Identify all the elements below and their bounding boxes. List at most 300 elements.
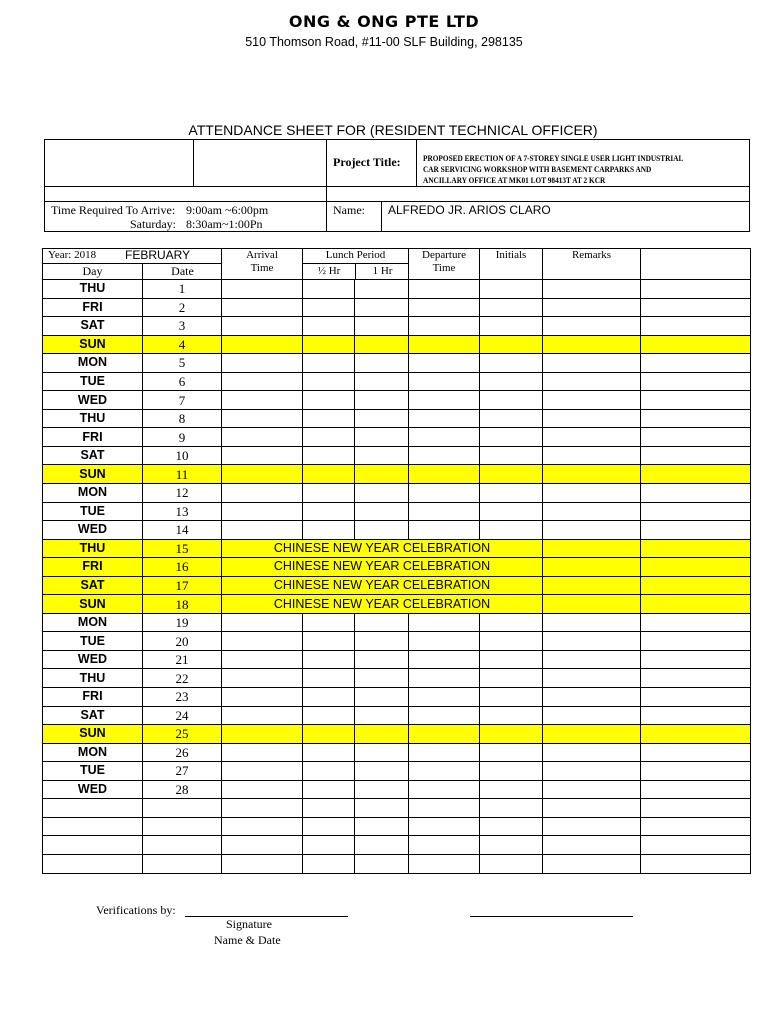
attendance-table (42, 248, 751, 874)
remarks-cell[interactable] (543, 428, 641, 447)
lunch-one-cell[interactable] (355, 335, 409, 354)
date-cell: 1 (143, 280, 222, 299)
lunch-one-cell[interactable] (355, 743, 409, 762)
arrival-time-label: Time (250, 262, 274, 274)
arrival-cell[interactable] (222, 780, 303, 799)
remarks-cell[interactable] (543, 484, 641, 503)
lunch-one-cell[interactable] (355, 354, 409, 373)
arrival-cell[interactable] (222, 428, 303, 447)
extra-cell[interactable] (641, 817, 751, 836)
initials-cell[interactable] (480, 317, 543, 336)
day-cell: WED (43, 780, 143, 799)
lunch-one-cell[interactable] (355, 650, 409, 669)
initials-cell[interactable] (480, 706, 543, 725)
lunch-half-cell[interactable] (303, 354, 355, 373)
date-cell: 17 (143, 576, 222, 595)
lunch-one-cell[interactable] (355, 409, 409, 428)
initials-cell[interactable] (480, 409, 543, 428)
departure-label: Departure (422, 249, 466, 261)
lunch-col-header (303, 249, 409, 280)
table-row (43, 317, 751, 336)
departure-cell[interactable] (409, 780, 480, 799)
day-cell: SAT (43, 317, 143, 336)
date-cell: 20 (143, 632, 222, 651)
remarks-cell[interactable] (543, 502, 641, 521)
extra-cell[interactable] (641, 465, 751, 484)
departure-cell[interactable] (409, 446, 480, 465)
lunch-one-cell[interactable] (355, 521, 409, 540)
departure-cell[interactable] (409, 298, 480, 317)
initials-cell[interactable] (480, 613, 543, 632)
day-cell: MON (43, 484, 143, 503)
lunch-half-cell[interactable] (303, 502, 355, 521)
lunch-half-cell[interactable] (303, 428, 355, 447)
arrival-cell[interactable] (222, 280, 303, 299)
extra-cell[interactable] (641, 298, 751, 317)
departure-cell[interactable] (409, 335, 480, 354)
arrival-cell[interactable] (222, 688, 303, 707)
extra-cell[interactable] (641, 521, 751, 540)
arrival-cell[interactable] (222, 446, 303, 465)
day-cell: THU (43, 669, 143, 688)
initials-cell[interactable] (480, 354, 543, 373)
table-row (43, 428, 751, 447)
arrival-cell[interactable] (222, 725, 303, 744)
arrival-cell[interactable] (222, 354, 303, 373)
extra-cell[interactable] (641, 428, 751, 447)
name-label: Name: (333, 203, 365, 217)
remarks-col-header (543, 249, 641, 280)
lunch-one-cell[interactable] (355, 706, 409, 725)
date-cell: 13 (143, 502, 222, 521)
lunch-half-cell[interactable] (303, 650, 355, 669)
lunch-half-cell[interactable] (303, 484, 355, 503)
remarks-cell[interactable] (543, 669, 641, 688)
table-row (43, 446, 751, 465)
extra-cell[interactable] (641, 743, 751, 762)
initials-cell[interactable] (480, 854, 543, 873)
arrival-cell[interactable] (222, 650, 303, 669)
initials-cell[interactable] (480, 502, 543, 521)
departure-cell[interactable] (409, 409, 480, 428)
lunch-half-cell[interactable] (303, 335, 355, 354)
extra-cell[interactable] (641, 836, 751, 855)
day-cell: TUE (43, 502, 143, 521)
lunch-one-cell[interactable] (355, 669, 409, 688)
arrival-cell[interactable] (222, 706, 303, 725)
departure-cell[interactable] (409, 317, 480, 336)
remarks-label: Remarks (571, 249, 612, 261)
lunch-one-cell[interactable] (355, 484, 409, 503)
initials-cell[interactable] (480, 799, 543, 818)
lunch-one-cell[interactable] (355, 762, 409, 781)
date-cell: 9 (143, 428, 222, 447)
initials-cell[interactable] (480, 762, 543, 781)
lunch-half-cell[interactable] (303, 280, 355, 299)
lunch-half-cell[interactable] (303, 854, 355, 873)
arrival-cell[interactable] (222, 836, 303, 855)
extra-cell[interactable] (641, 854, 751, 873)
lunch-half-cell[interactable] (303, 317, 355, 336)
arrival-cell[interactable] (222, 613, 303, 632)
lunch-one-cell[interactable] (355, 632, 409, 651)
departure-cell[interactable] (409, 428, 480, 447)
day-cell: SAT (43, 706, 143, 725)
extra-cell[interactable] (641, 539, 751, 558)
table-row (43, 762, 751, 781)
date-cell: 14 (143, 521, 222, 540)
day-cell: MON (43, 743, 143, 762)
lunch-one-cell[interactable] (355, 817, 409, 836)
extra-cell[interactable] (641, 484, 751, 503)
arrival-col-header (222, 249, 303, 280)
day-cell (43, 817, 143, 836)
remarks-cell[interactable] (543, 836, 641, 855)
departure-cell[interactable] (409, 743, 480, 762)
lunch-half-cell[interactable] (303, 762, 355, 781)
initials-cell[interactable] (480, 298, 543, 317)
extra-cell[interactable] (641, 576, 751, 595)
initials-cell[interactable] (480, 688, 543, 707)
initials-cell[interactable] (480, 465, 543, 484)
one-hr-label: 1 Hr (372, 265, 393, 277)
table-row (43, 854, 751, 873)
departure-cell[interactable] (409, 613, 480, 632)
date-cell: 12 (143, 484, 222, 503)
date-cell (143, 854, 222, 873)
lunch-half-cell[interactable] (303, 372, 355, 391)
saturday-value: 8:30am~1:00Pn (186, 217, 263, 231)
departure-cell[interactable] (409, 762, 480, 781)
second-signature-line (470, 916, 633, 917)
lunch-half-cell[interactable] (303, 446, 355, 465)
lunch-label: Lunch Period (303, 249, 408, 264)
remarks-cell[interactable] (543, 725, 641, 744)
extra-cell[interactable] (641, 372, 751, 391)
name-date-label: Name & Date (214, 933, 281, 947)
lunch-one-cell[interactable] (355, 298, 409, 317)
initials-cell[interactable] (480, 372, 543, 391)
remarks-cell[interactable] (543, 706, 641, 725)
time-required-value: 9:00am ~6:00pm (186, 203, 269, 217)
date-cell (143, 836, 222, 855)
table-row (43, 298, 751, 317)
arrival-cell[interactable] (222, 298, 303, 317)
departure-cell[interactable] (409, 799, 480, 818)
lunch-half-cell[interactable] (303, 613, 355, 632)
extra-cell[interactable] (641, 446, 751, 465)
remarks-cell[interactable] (543, 446, 641, 465)
date-cell: 19 (143, 613, 222, 632)
departure-cell[interactable] (409, 817, 480, 836)
year-month-header (43, 249, 222, 280)
lunch-one-cell[interactable] (355, 725, 409, 744)
table-row (43, 335, 751, 354)
signature-label: Signature (226, 917, 272, 931)
year-label: Year: 2018 (48, 249, 97, 261)
remarks-cell[interactable] (543, 650, 641, 669)
arrival-cell[interactable] (222, 817, 303, 836)
table-row (43, 409, 751, 428)
arrival-cell[interactable] (222, 632, 303, 651)
extra-cell[interactable] (641, 613, 751, 632)
lunch-one-cell[interactable] (355, 780, 409, 799)
day-cell: THU (43, 409, 143, 428)
remarks-cell[interactable] (543, 335, 641, 354)
arrival-cell[interactable] (222, 521, 303, 540)
lunch-one-cell[interactable] (355, 446, 409, 465)
departure-cell[interactable] (409, 372, 480, 391)
arrival-cell[interactable] (222, 854, 303, 873)
table-row (43, 558, 751, 577)
remarks-cell[interactable] (543, 317, 641, 336)
day-cell (43, 836, 143, 855)
date-cell: 18 (143, 595, 222, 614)
departure-cell[interactable] (409, 502, 480, 521)
event-cell: CHINESE NEW YEAR CELEBRATION (222, 539, 543, 558)
initials-cell[interactable] (480, 335, 543, 354)
remarks-cell[interactable] (543, 521, 641, 540)
extra-cell[interactable] (641, 669, 751, 688)
initials-cell[interactable] (480, 836, 543, 855)
day-cell: TUE (43, 762, 143, 781)
day-cell: THU (43, 539, 143, 558)
date-cell: 23 (143, 688, 222, 707)
departure-cell[interactable] (409, 354, 480, 373)
day-cell: SUN (43, 725, 143, 744)
lunch-half-cell[interactable] (303, 409, 355, 428)
initials-cell[interactable] (480, 446, 543, 465)
remarks-cell[interactable] (543, 817, 641, 836)
departure-cell[interactable] (409, 650, 480, 669)
remarks-cell[interactable] (543, 595, 641, 614)
lunch-one-cell[interactable] (355, 280, 409, 299)
table-row (43, 780, 751, 799)
remarks-cell[interactable] (543, 465, 641, 484)
lunch-one-cell[interactable] (355, 688, 409, 707)
project-title-line-1: PROPOSED ERECTION OF A 7-STOREY SINGLE USER LIGHT INDUSTRIAL (423, 153, 684, 163)
remarks-cell[interactable] (543, 354, 641, 373)
remarks-cell[interactable] (543, 280, 641, 299)
arrival-cell[interactable] (222, 391, 303, 410)
date-cell: 22 (143, 669, 222, 688)
date-cell: 16 (143, 558, 222, 577)
remarks-cell[interactable] (543, 576, 641, 595)
name-value: ALFREDO JR. ARIOS CLARO (388, 203, 551, 217)
table-row (43, 354, 751, 373)
date-cell: 5 (143, 354, 222, 373)
remarks-cell[interactable] (543, 762, 641, 781)
remarks-cell[interactable] (543, 558, 641, 577)
table-row (43, 743, 751, 762)
month-label: FEBRUARY (125, 248, 191, 262)
departure-cell[interactable] (409, 669, 480, 688)
lunch-half-cell[interactable] (303, 743, 355, 762)
extra-cell[interactable] (641, 558, 751, 577)
table-header-row (43, 249, 751, 280)
day-cell: SUN (43, 465, 143, 484)
saturday-label: Saturday: (130, 217, 176, 231)
verifications-label: Verifications by: (96, 903, 176, 917)
arrival-cell[interactable] (222, 799, 303, 818)
date-cell: 25 (143, 725, 222, 744)
extra-cell[interactable] (641, 595, 751, 614)
initials-cell[interactable] (480, 817, 543, 836)
departure-cell[interactable] (409, 725, 480, 744)
arrival-cell[interactable] (222, 484, 303, 503)
table-row (43, 465, 751, 484)
day-cell (43, 799, 143, 818)
lunch-half-cell[interactable] (303, 688, 355, 707)
extra-cell[interactable] (641, 409, 751, 428)
remarks-cell[interactable] (543, 539, 641, 558)
lunch-one-cell[interactable] (355, 836, 409, 855)
departure-cell[interactable] (409, 836, 480, 855)
initials-cell[interactable] (480, 391, 543, 410)
date-cell: 27 (143, 762, 222, 781)
departure-time-label: Time (432, 262, 456, 274)
lunch-one-cell[interactable] (355, 372, 409, 391)
project-title-label: Project Title: (333, 155, 401, 169)
lunch-one-cell[interactable] (355, 799, 409, 818)
departure-cell[interactable] (409, 688, 480, 707)
initials-cell[interactable] (480, 725, 543, 744)
extra-cell[interactable] (641, 280, 751, 299)
date-col-header: Date (171, 264, 194, 278)
remarks-cell[interactable] (543, 372, 641, 391)
departure-cell[interactable] (409, 706, 480, 725)
lunch-half-cell[interactable] (303, 669, 355, 688)
extra-cell[interactable] (641, 354, 751, 373)
arrival-cell[interactable] (222, 762, 303, 781)
date-cell: 7 (143, 391, 222, 410)
departure-cell[interactable] (409, 484, 480, 503)
lunch-one-cell[interactable] (355, 428, 409, 447)
arrival-cell[interactable] (222, 317, 303, 336)
event-cell: CHINESE NEW YEAR CELEBRATION (222, 595, 543, 614)
remarks-cell[interactable] (543, 799, 641, 818)
initials-cell[interactable] (480, 669, 543, 688)
extra-cell[interactable] (641, 688, 751, 707)
sheet-title: ATTENDANCE SHEET FOR (RESIDENT TECHNICAL OFFICER) (188, 122, 598, 138)
arrival-cell[interactable] (222, 372, 303, 391)
initials-cell[interactable] (480, 521, 543, 540)
extra-cell[interactable] (641, 780, 751, 799)
initials-cell[interactable] (480, 632, 543, 651)
lunch-half-cell[interactable] (303, 780, 355, 799)
initials-cell[interactable] (480, 280, 543, 299)
initials-cell[interactable] (480, 743, 543, 762)
departure-cell[interactable] (409, 854, 480, 873)
departure-col-header (409, 249, 480, 280)
lunch-half-cell[interactable] (303, 391, 355, 410)
arrival-cell[interactable] (222, 465, 303, 484)
table-row (43, 725, 751, 744)
initials-cell[interactable] (480, 650, 543, 669)
remarks-cell[interactable] (543, 613, 641, 632)
table-row (43, 688, 751, 707)
remarks-cell[interactable] (543, 854, 641, 873)
lunch-one-cell[interactable] (355, 854, 409, 873)
extra-cell[interactable] (641, 391, 751, 410)
lunch-half-cell[interactable] (303, 725, 355, 744)
extra-cell[interactable] (641, 650, 751, 669)
lunch-one-cell[interactable] (355, 613, 409, 632)
departure-cell[interactable] (409, 280, 480, 299)
remarks-cell[interactable] (543, 409, 641, 428)
extra-cell[interactable] (641, 502, 751, 521)
remarks-cell[interactable] (543, 632, 641, 651)
lunch-half-cell[interactable] (303, 465, 355, 484)
date-cell: 10 (143, 446, 222, 465)
lunch-one-cell[interactable] (355, 502, 409, 521)
date-cell: 24 (143, 706, 222, 725)
extra-cell[interactable] (641, 317, 751, 336)
arrival-cell[interactable] (222, 335, 303, 354)
remarks-cell[interactable] (543, 688, 641, 707)
remarks-cell[interactable] (543, 743, 641, 762)
arrival-cell[interactable] (222, 743, 303, 762)
date-cell: 4 (143, 335, 222, 354)
departure-cell[interactable] (409, 465, 480, 484)
lunch-one-cell[interactable] (355, 465, 409, 484)
lunch-half-cell[interactable] (303, 706, 355, 725)
day-cell: SUN (43, 335, 143, 354)
departure-cell[interactable] (409, 391, 480, 410)
arrival-cell[interactable] (222, 669, 303, 688)
initials-cell[interactable] (480, 484, 543, 503)
table-row (43, 521, 751, 540)
table-row (43, 799, 751, 818)
lunch-one-cell[interactable] (355, 317, 409, 336)
lunch-half-cell[interactable] (303, 632, 355, 651)
company-address: 510 Thomson Road, #11-00 SLF Building, 298135 (245, 35, 523, 49)
arrival-cell[interactable] (222, 409, 303, 428)
extra-cell[interactable] (641, 706, 751, 725)
remarks-cell[interactable] (543, 391, 641, 410)
initials-cell[interactable] (480, 428, 543, 447)
extra-cell[interactable] (641, 762, 751, 781)
extra-cell[interactable] (641, 335, 751, 354)
lunch-half-cell[interactable] (303, 799, 355, 818)
lunch-half-cell[interactable] (303, 298, 355, 317)
departure-cell[interactable] (409, 521, 480, 540)
day-cell: MON (43, 354, 143, 373)
departure-cell[interactable] (409, 632, 480, 651)
arrival-cell[interactable] (222, 502, 303, 521)
date-cell: 15 (143, 539, 222, 558)
table-row (43, 632, 751, 651)
day-cell (43, 854, 143, 873)
extra-col-header (641, 249, 751, 280)
remarks-cell[interactable] (543, 298, 641, 317)
lunch-half-cell[interactable] (303, 836, 355, 855)
extra-cell[interactable] (641, 725, 751, 744)
initials-cell[interactable] (480, 780, 543, 799)
day-cell: THU (43, 280, 143, 299)
date-cell (143, 817, 222, 836)
remarks-cell[interactable] (543, 780, 641, 799)
day-cell: WED (43, 650, 143, 669)
date-cell: 3 (143, 317, 222, 336)
lunch-one-cell[interactable] (355, 391, 409, 410)
lunch-half-cell[interactable] (303, 817, 355, 836)
extra-cell[interactable] (641, 799, 751, 818)
lunch-half-cell[interactable] (303, 521, 355, 540)
table-row (43, 502, 751, 521)
day-cell: FRI (43, 298, 143, 317)
extra-cell[interactable] (641, 632, 751, 651)
